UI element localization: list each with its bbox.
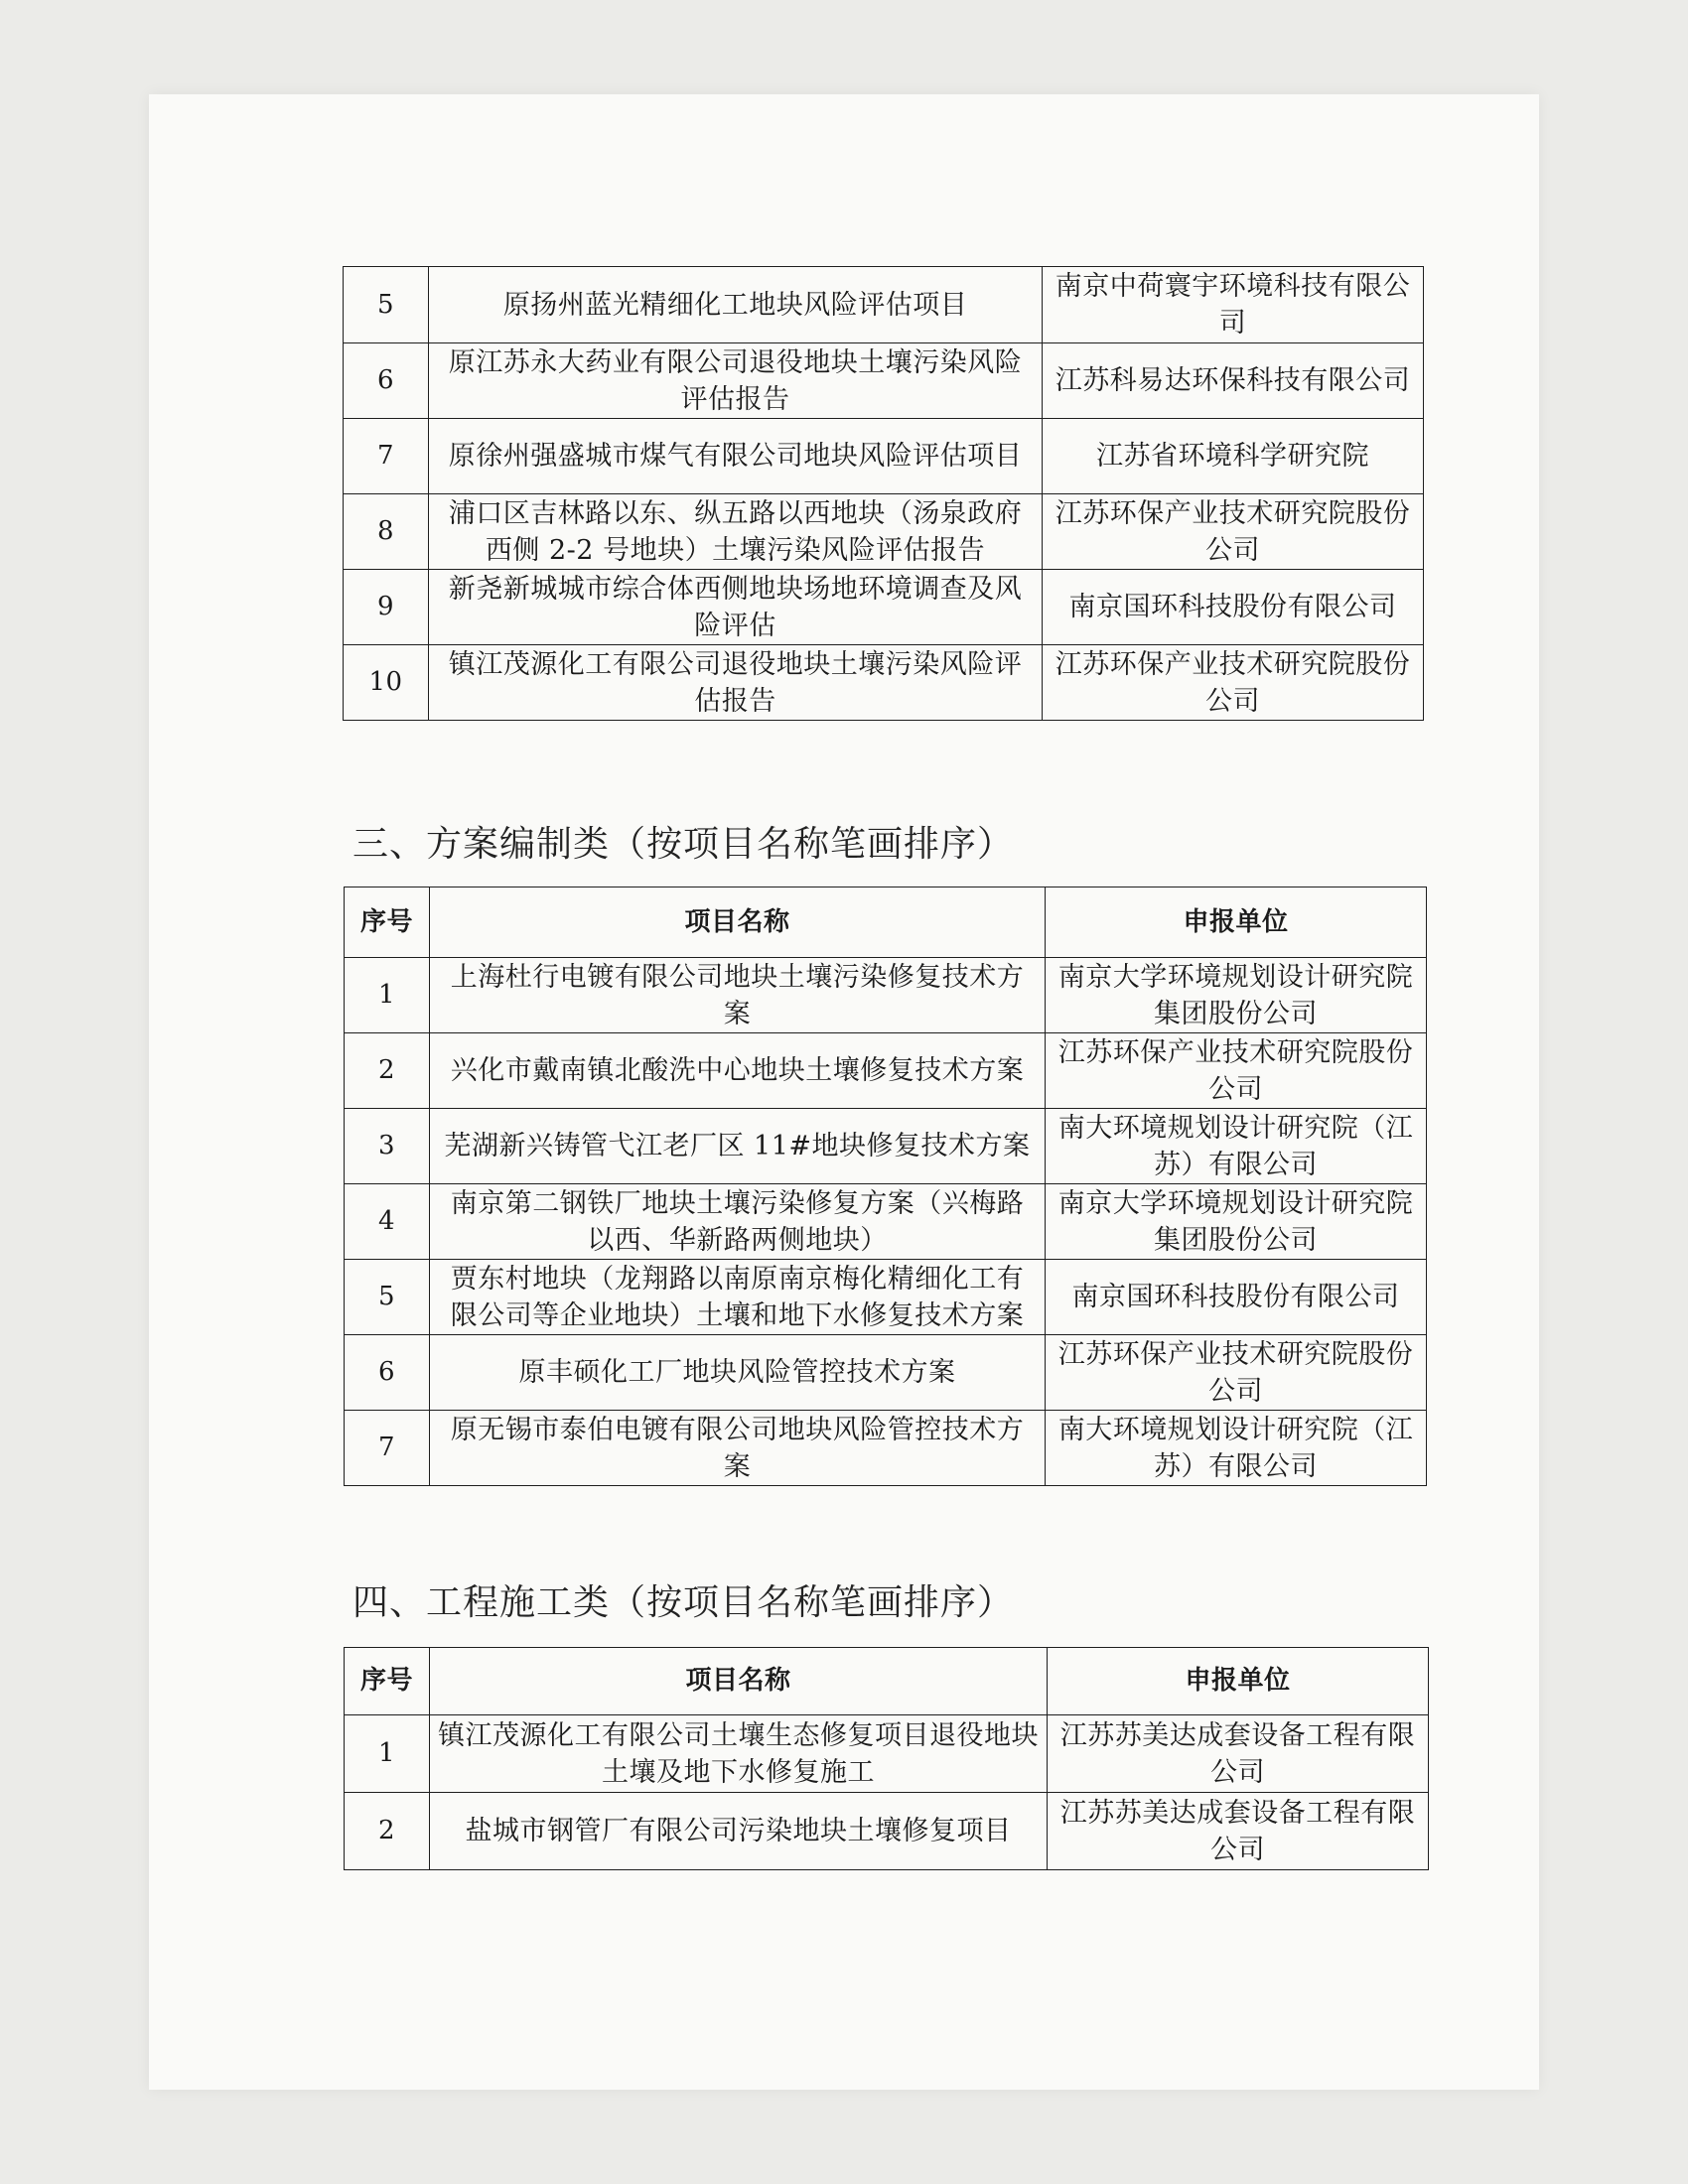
table-row: [345, 1335, 1427, 1411]
row-number: 7: [345, 1411, 430, 1486]
project-name: 新尧新城城市综合体西侧地块场地环境调查及风险评估: [429, 570, 1043, 645]
table-row: [345, 1411, 1427, 1486]
applicant-unit: 江苏省环境科学研究院: [1043, 419, 1424, 494]
project-name: 原无锡市泰伯电镀有限公司地块风险管控技术方案: [430, 1411, 1046, 1486]
applicant-unit: 江苏苏美达成套设备工程有限公司: [1048, 1793, 1429, 1870]
project-name: 原徐州强盛城市煤气有限公司地块风险评估项目: [429, 419, 1043, 494]
row-number: 10: [344, 645, 429, 721]
table-row: [344, 343, 1424, 419]
project-name: 盐城市钢管厂有限公司污染地块土壤修复项目: [430, 1793, 1048, 1870]
applicant-unit: 南京大学环境规划设计研究院集团股份公司: [1046, 958, 1427, 1033]
table-row: [345, 1109, 1427, 1184]
row-number: 3: [345, 1109, 430, 1184]
header-applicant-unit: 申报单位: [1046, 887, 1427, 958]
table-row: [344, 645, 1424, 721]
construction-table: [344, 1647, 1429, 1870]
section-heading-plans: 三、方案编制类（按项目名称笔画排序）: [352, 824, 1015, 865]
row-number: 6: [345, 1335, 430, 1411]
project-name: 贾东村地块（龙翔路以南原南京梅化精细化工有限公司等企业地块）土壤和地下水修复技术方案: [430, 1260, 1046, 1335]
table-row: [345, 1033, 1427, 1109]
table-header-row: [345, 887, 1427, 958]
section-heading-construction: 四、工程施工类（按项目名称笔画排序）: [352, 1582, 1015, 1623]
applicant-unit: 江苏苏美达成套设备工程有限公司: [1048, 1715, 1429, 1793]
applicant-unit: 江苏科易达环保科技有限公司: [1043, 343, 1424, 419]
project-name: 镇江茂源化工有限公司退役地块土壤污染风险评估报告: [429, 645, 1043, 721]
row-number: 4: [345, 1184, 430, 1260]
table-row: [345, 1793, 1429, 1870]
row-number: 2: [345, 1033, 430, 1109]
applicant-unit: 南京中荷寰宇环境科技有限公司: [1043, 267, 1424, 343]
table-row: [345, 1260, 1427, 1335]
table-row: [344, 419, 1424, 494]
remediation-plan-table: [344, 887, 1427, 1486]
project-name: 兴化市戴南镇北酸洗中心地块土壤修复技术方案: [430, 1033, 1046, 1109]
header-project-name: 项目名称: [430, 887, 1046, 958]
project-name: 原扬州蓝光精细化工地块风险评估项目: [429, 267, 1043, 343]
applicant-unit: 南京国环科技股份有限公司: [1043, 570, 1424, 645]
applicant-unit: 南大环境规划设计研究院（江苏）有限公司: [1046, 1109, 1427, 1184]
table-header-row: [345, 1648, 1429, 1715]
table-row: [344, 570, 1424, 645]
applicant-unit: 江苏环保产业技术研究院股份公司: [1043, 645, 1424, 721]
row-number: 9: [344, 570, 429, 645]
row-number: 6: [344, 343, 429, 419]
row-number: 8: [344, 494, 429, 570]
table-row: [345, 1715, 1429, 1793]
table-row: [344, 267, 1424, 343]
project-name: 芜湖新兴铸管弋江老厂区 11#地块修复技术方案: [430, 1109, 1046, 1184]
project-name: 上海杜行电镀有限公司地块土壤污染修复技术方案: [430, 958, 1046, 1033]
header-number: 序号: [345, 887, 430, 958]
project-name: 南京第二钢铁厂地块土壤污染修复方案（兴梅路以西、华新路两侧地块）: [430, 1184, 1046, 1260]
row-number: 2: [345, 1793, 430, 1870]
applicant-unit: 南大环境规划设计研究院（江苏）有限公司: [1046, 1411, 1427, 1486]
project-name: 浦口区吉林路以东、纵五路以西地块（汤泉政府西侧 2-2 号地块）土壤污染风险评估报告: [429, 494, 1043, 570]
row-number: 7: [344, 419, 429, 494]
table-row: [345, 1184, 1427, 1260]
project-name: 原江苏永大药业有限公司退役地块土壤污染风险评估报告: [429, 343, 1043, 419]
row-number: 5: [344, 267, 429, 343]
project-name: 镇江茂源化工有限公司土壤生态修复项目退役地块土壤及地下水修复施工: [430, 1715, 1048, 1793]
header-number: 序号: [345, 1648, 430, 1715]
applicant-unit: 南京大学环境规划设计研究院集团股份公司: [1046, 1184, 1427, 1260]
risk-assessment-table: [343, 266, 1424, 721]
applicant-unit: 江苏环保产业技术研究院股份公司: [1046, 1335, 1427, 1411]
table-row: [344, 494, 1424, 570]
project-name: 原丰硕化工厂地块风险管控技术方案: [430, 1335, 1046, 1411]
applicant-unit: 南京国环科技股份有限公司: [1046, 1260, 1427, 1335]
row-number: 5: [345, 1260, 430, 1335]
header-applicant-unit: 申报单位: [1048, 1648, 1429, 1715]
applicant-unit: 江苏环保产业技术研究院股份公司: [1043, 494, 1424, 570]
row-number: 1: [345, 958, 430, 1033]
header-project-name: 项目名称: [430, 1648, 1048, 1715]
applicant-unit: 江苏环保产业技术研究院股份公司: [1046, 1033, 1427, 1109]
row-number: 1: [345, 1715, 430, 1793]
table-row: [345, 958, 1427, 1033]
